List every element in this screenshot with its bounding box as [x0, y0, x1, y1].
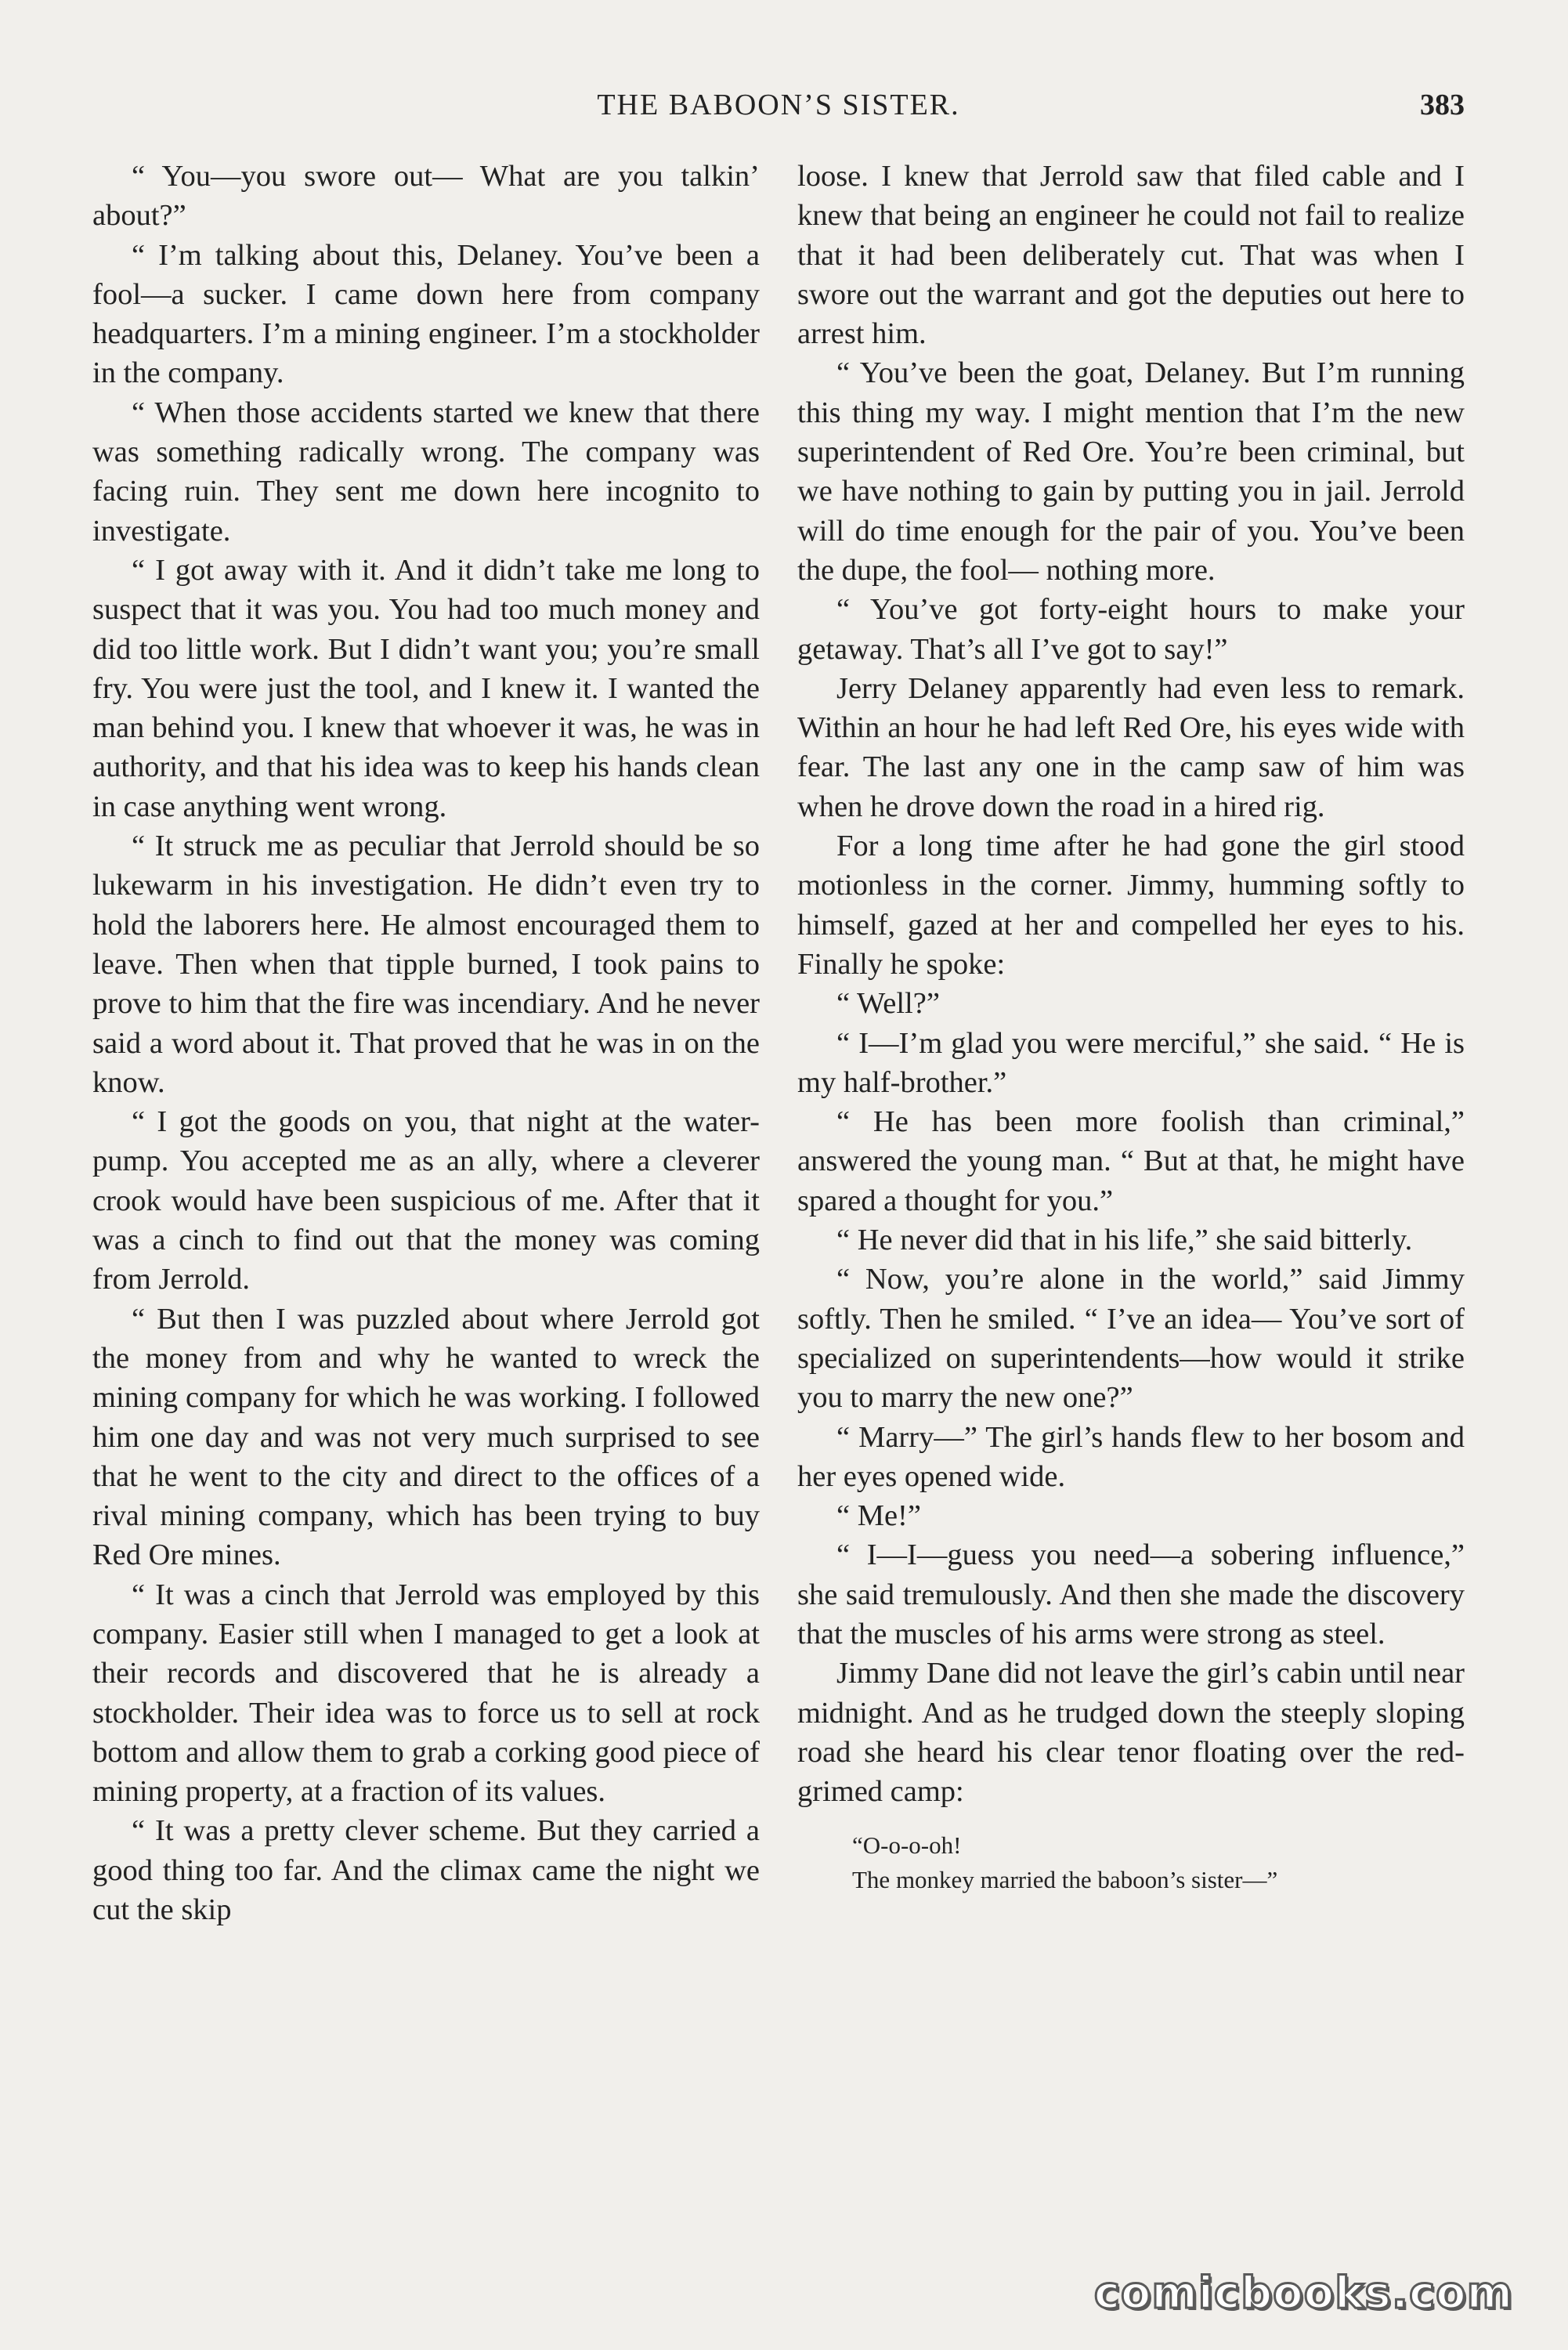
site-watermark: comicbooks.com — [1093, 2268, 1513, 2319]
left-column — [92, 157, 760, 1929]
verse-line: “O-o-o-oh! — [852, 1831, 962, 1860]
paragraph: For a long time after he had gone the girl stood motionless in the corner. Jimmy, humming softly to himself, gazed at her and compelled her eyes to his. Finally he spoke: — [797, 830, 1465, 981]
paragraph: “ I’m talking about this, Delaney. You’ve been a fool—a sucker. I came down here from company headquarters. I’m a mining engineer. I’m a stockholder in the company. — [92, 238, 760, 390]
verse-line: The monkey married the baboon’s sister—” — [852, 1866, 1278, 1894]
page-header — [92, 83, 1465, 130]
paragraph: “ It was a pretty clever scheme. But they carried a good thing too far. And the climax came the night we cut the skip — [92, 1814, 760, 1927]
paragraph: “ I—I—guess you need—a sobering influence,” she said tremulously. And then she made the discovery that the muscles of his arms were strong as steel. — [797, 1538, 1465, 1650]
paragraph: “ It was a cinch that Jerrold was employed by this company. Easier still when I managed to get a look at their records and discovered that he is already a stockholder. Their idea was to force us to sell at rock bottom and allow them to grab a corking good piece of mining property, at a fraction of its values. — [92, 1578, 760, 1809]
running-title: THE BABOON’S SISTER. — [597, 89, 960, 121]
paragraph: “ Well?” — [836, 987, 940, 1021]
paragraph: “ Me!” — [836, 1499, 921, 1533]
paragraph: “ I—I’m glad you were merciful,” she said. “ He is my half-brother.” — [797, 1026, 1465, 1099]
paragraph: “ I got the goods on you, that night at the water-pump. You accepted me as an ally, where a cleverer crook would have been suspicious of me. After that it was a cinch to find out that the money was coming from Jerrold. — [92, 1105, 760, 1296]
paragraph: “ You’ve got forty-eight hours to make your getaway. That’s all I’ve got to say!” — [797, 593, 1465, 666]
paragraph: Jerry Delaney apparently had even less to remark. Within an hour he had left Red Ore, his eyes wide with fear. The last any one in the camp saw of him was when he drove down the road in a hired rig. — [797, 671, 1465, 823]
page-number: 383 — [1420, 89, 1465, 121]
song-verse — [797, 1828, 1465, 1897]
paragraph: “ When those accidents started we knew that there was something radically wrong. The company was facing ruin. They sent me down here incognito to investigate. — [92, 396, 760, 548]
paragraph: “ It struck me as peculiar that Jerrold should be so lukewarm in his investigation. He didn’t even try to hold the laborers here. He almost encouraged them to leave. Then when that tipple burned, I took pains to prove to him that the fire was incendiary. And he never said a word about it. That proved that he was in on the know. — [92, 830, 760, 1099]
paragraph: “ Now, you’re alone in the world,” said Jimmy softly. Then he smiled. “ I’ve an idea— You’ve sort of specialized on superintendents—how would it strike you to marry the new one?” — [797, 1263, 1465, 1415]
paragraph: “ He has been more foolish than criminal,” answered the young man. “ But at that, he might have spared a thought for you.” — [797, 1105, 1465, 1217]
paragraph: “ You—you swore out— What are you talkin’ about?” — [92, 160, 760, 233]
paragraph: “ Marry—” The girl’s hands flew to her bosom and her eyes opened wide. — [797, 1420, 1465, 1493]
paragraph: “ I got away with it. And it didn’t take me long to suspect that it was you. You had too much money and did too little work. But I didn’t want you; you’re small fry. You were just the tool, and I knew it. I wanted the man behind you. I knew that whoever it was, he was in authority, and that his idea was to keep his hands clean in case anything went wrong. — [92, 553, 760, 823]
paragraph: Jimmy Dane did not leave the girl’s cabin until near midnight. And as he trudged down the steeply sloping road she heard his clear tenor floating over the red-grimed camp: — [797, 1657, 1465, 1809]
paragraph: “ But then I was puzzled about where Jerrold got the money from and why he wanted to wreck the mining company for which he was working. I followed him one day and was not very much surprised to see that he went to the city and direct to the offices of a rival mining company, which has been trying to buy Red Ore mines. — [92, 1302, 760, 1572]
paragraph: “ He never did that in his life,” she said bitterly. — [836, 1224, 1413, 1257]
paragraph-continued: loose. I knew that Jerrold saw that filed cable and I knew that being an engineer he could not fail to realize that it had been deliberately cut. That was when I swore out the warrant and got the deputies out here to arrest him. — [797, 160, 1465, 351]
right-column — [797, 157, 1465, 1897]
paragraph: “ You’ve been the goat, Delaney. But I’m running this thing my way. I might mention that I’m the new superintendent of Red Ore. You’re been criminal, but we have nothing to gain by putting you in jail. Jerrold will do time enough for the pair of you. You’ve been the dupe, the fool— nothing more. — [797, 356, 1465, 587]
